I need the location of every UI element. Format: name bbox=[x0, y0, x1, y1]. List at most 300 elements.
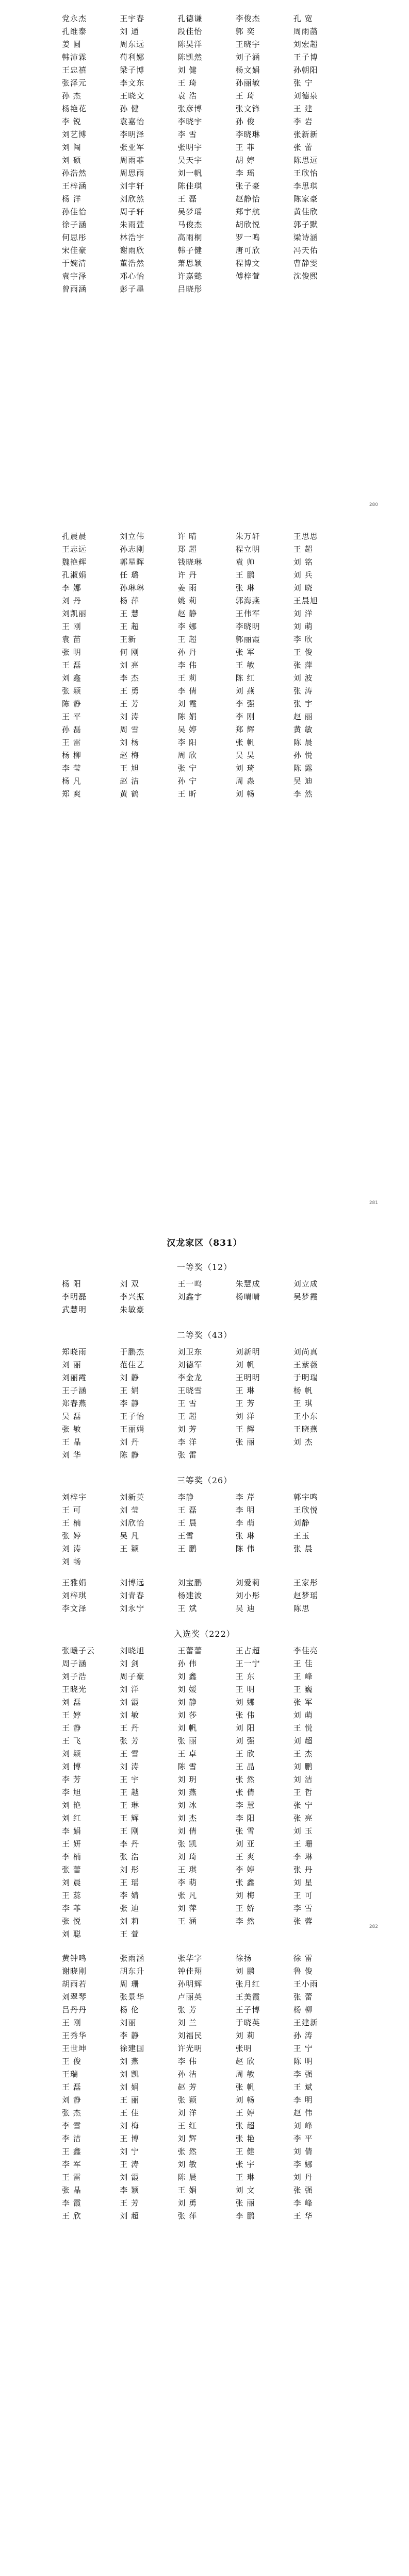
name-entry: 张华字 bbox=[177, 1954, 203, 1963]
name-entry: 张 晨 bbox=[293, 1544, 313, 1553]
name-entry: 王家彤 bbox=[293, 1578, 318, 1587]
name-entry: 朱慧成 bbox=[235, 1279, 260, 1289]
name-entry: 刘 硕 bbox=[62, 156, 81, 165]
name-entry: 孙朝阳 bbox=[293, 65, 318, 75]
name-entry: 王 建 bbox=[293, 104, 313, 113]
name-entry: 赵 欣 bbox=[235, 2057, 255, 2066]
name-entry: 李俊杰 bbox=[235, 14, 260, 23]
name-entry: 张 丽 bbox=[235, 2198, 255, 2208]
name-entry: 周子涵 bbox=[62, 1659, 87, 1668]
name-entry: 张景华 bbox=[120, 1992, 145, 2002]
name-entry: 吴天宇 bbox=[177, 156, 203, 165]
name-entry: 于鹏杰 bbox=[120, 1347, 145, 1357]
name-entry: 李 岩 bbox=[293, 117, 313, 126]
name-entry: 王 丽 bbox=[120, 2095, 139, 2105]
name-entry: 王 雪 bbox=[120, 1749, 139, 1758]
name-entry: 郑 辉 bbox=[235, 725, 255, 734]
name-list bbox=[62, 530, 347, 801]
name-entry: 张 萍 bbox=[177, 2211, 198, 2221]
name-entry: 杨 凡 bbox=[62, 776, 81, 786]
name-entry: 王 健 bbox=[235, 2147, 255, 2156]
name-entry: 王 欣 bbox=[62, 2211, 81, 2221]
name-entry: 刘 辉 bbox=[177, 2134, 198, 2143]
name-entry: 刘 波 bbox=[293, 673, 313, 683]
name-entry: 王一鸣 bbox=[177, 1279, 203, 1289]
name-entry: 李佳亮 bbox=[293, 1646, 318, 1655]
name-entry: 王 芳 bbox=[120, 699, 139, 708]
name-entry: 王世坤 bbox=[62, 2044, 87, 2053]
name-entry: 王子博 bbox=[293, 53, 318, 62]
name-entry: 周雨菡 bbox=[293, 27, 318, 36]
name-entry: 徐建国 bbox=[120, 2044, 145, 2053]
name-entry: 陈 晨 bbox=[177, 2173, 198, 2182]
name-entry: 刘翠琴 bbox=[62, 1992, 87, 2002]
name-entry: 段佳怡 bbox=[177, 27, 203, 36]
name-entry: 王蕾蕾 bbox=[177, 1646, 203, 1655]
name-entry: 刘福民 bbox=[177, 2031, 203, 2040]
name-entry: 刘 鑫 bbox=[62, 673, 81, 683]
name-entry: 郑 超 bbox=[177, 545, 198, 554]
name-entry: 刘 芳 bbox=[177, 1425, 198, 1434]
name-entry: 张 伟 bbox=[235, 1710, 255, 1720]
name-entry: 王 磊 bbox=[62, 660, 81, 670]
name-entry: 王 晨 bbox=[177, 1518, 198, 1528]
name-entry: 刘欣怡 bbox=[120, 1518, 145, 1528]
name-entry: 袁嘉怡 bbox=[120, 117, 145, 126]
name-entry: 刘 媛 bbox=[177, 1685, 198, 1694]
name-entry: 刘宝鹏 bbox=[177, 1578, 203, 1587]
name-entry: 刘宏超 bbox=[293, 40, 318, 49]
name-entry: 程博文 bbox=[235, 259, 260, 268]
name-entry: 王 楠 bbox=[62, 1518, 81, 1528]
name-entry: 刘 星 bbox=[293, 1878, 313, 1887]
name-entry: 孔淑娟 bbox=[62, 570, 87, 580]
name-entry: 王晓宇 bbox=[235, 40, 260, 49]
name-entry: 胡 婷 bbox=[235, 156, 255, 165]
name-entry: 周 淼 bbox=[235, 776, 255, 786]
name-entry: 刘 红 bbox=[62, 1814, 81, 1823]
name-entry: 林浩宇 bbox=[120, 233, 145, 242]
name-entry: 刘 双 bbox=[120, 1279, 139, 1289]
name-entry: 张 琳 bbox=[235, 1531, 255, 1540]
name-entry: 徐 雷 bbox=[293, 1954, 313, 1963]
name-entry: 刘 燕 bbox=[177, 1788, 198, 1797]
name-entry: 杨艳花 bbox=[62, 104, 87, 113]
name-entry: 袁 浩 bbox=[177, 91, 198, 100]
name-entry: 刘爱莉 bbox=[235, 1578, 260, 1587]
name-entry: 王 博 bbox=[120, 2134, 139, 2143]
name-entry: 张明宇 bbox=[177, 143, 203, 152]
name-entry: 王 超 bbox=[177, 635, 198, 644]
name-entry: 李 明 bbox=[235, 1505, 255, 1515]
name-entry: 许 丹 bbox=[177, 570, 198, 580]
name-entry: 张 婷 bbox=[62, 1531, 81, 1540]
name-entry: 梁子博 bbox=[120, 65, 145, 75]
name-entry: 王 越 bbox=[120, 1788, 139, 1797]
name-entry: 周 雪 bbox=[120, 725, 139, 734]
name-entry: 李 雪 bbox=[177, 130, 198, 139]
name-entry: 王 莉 bbox=[177, 673, 198, 683]
name-entry: 刘 洋 bbox=[177, 2108, 198, 2117]
name-entry: 王 巍 bbox=[293, 1685, 313, 1694]
name-entry: 李文东 bbox=[120, 78, 145, 88]
name-entry: 刘 剑 bbox=[120, 1659, 139, 1668]
name-entry: 王 宇 bbox=[120, 1775, 139, 1784]
name-entry: 王 旭 bbox=[120, 764, 139, 773]
name-entry: 武慧明 bbox=[62, 1305, 87, 1314]
name-entry: 刘 洁 bbox=[293, 1775, 313, 1784]
name-entry: 王 瑶 bbox=[120, 1878, 139, 1887]
name-entry: 刘 铭 bbox=[293, 557, 313, 567]
name-entry: 张 萍 bbox=[293, 660, 313, 670]
name-entry: 谢雨欣 bbox=[120, 246, 145, 255]
name-entry: 王 超 bbox=[120, 622, 139, 631]
name-entry: 李晓宇 bbox=[177, 117, 203, 126]
name-entry: 王占超 bbox=[235, 1646, 260, 1655]
name-entry: 李 雪 bbox=[62, 2121, 81, 2130]
name-entry: 刘 强 bbox=[235, 1736, 255, 1745]
name-entry: 张 然 bbox=[235, 1775, 255, 1784]
name-entry: 刘 洋 bbox=[120, 1685, 139, 1694]
name-entry: 沈俊熙 bbox=[293, 272, 318, 281]
name-entry: 王秀华 bbox=[62, 2031, 87, 2040]
name-entry: 王晓燕 bbox=[293, 1425, 318, 1434]
name-entry: 钱晓琳 bbox=[177, 557, 203, 567]
name-entry: 李 欣 bbox=[293, 635, 313, 644]
name-entry: 刘 亮 bbox=[120, 660, 139, 670]
name-entry: 李 军 bbox=[62, 2160, 81, 2169]
name-entry: 李 强 bbox=[235, 699, 255, 708]
name-entry: 刘 敏 bbox=[120, 1710, 139, 1720]
name-entry: 李 萌 bbox=[177, 1878, 198, 1887]
name-entry: 刘 莎 bbox=[177, 1710, 198, 1720]
name-entry: 刘 杰 bbox=[293, 1437, 313, 1447]
document-page-4 bbox=[0, 1940, 409, 2576]
name-entry: 王 菲 bbox=[235, 143, 255, 152]
name-entry: 李 然 bbox=[235, 1917, 255, 1926]
name-entry: 李 伟 bbox=[177, 2057, 198, 2066]
name-entry: 王子涵 bbox=[62, 1386, 87, 1395]
name-entry: 王 俊 bbox=[62, 2057, 81, 2066]
name-entry: 赵静怡 bbox=[235, 194, 260, 204]
award-group-names bbox=[62, 1491, 347, 1568]
name-entry: 许光明 bbox=[177, 2044, 203, 2053]
name-entry: 高雨桐 bbox=[177, 233, 203, 242]
name-entry: 周 敏 bbox=[235, 2070, 255, 2079]
name-entry: 张 浩 bbox=[120, 1852, 139, 1861]
name-entry: 刘 兰 bbox=[177, 2018, 198, 2027]
name-entry: 刘青春 bbox=[120, 1591, 145, 1600]
name-entry: 刘 聪 bbox=[62, 1929, 81, 1939]
name-entry: 李 芹 bbox=[235, 1493, 255, 1502]
name-entry: 许 晴 bbox=[177, 532, 198, 541]
name-entry: 李 霞 bbox=[62, 2198, 81, 2208]
name-entry: 张 鑫 bbox=[235, 1878, 255, 1887]
name-entry: 周子轩 bbox=[120, 207, 145, 216]
name-entry: 张 凡 bbox=[177, 1891, 198, 1900]
name-entry: 刘 莹 bbox=[120, 1505, 139, 1515]
name-entry: 刘立伟 bbox=[120, 532, 145, 541]
name-entry: 张 雷 bbox=[177, 1450, 198, 1460]
name-entry: 王 俊 bbox=[293, 648, 313, 657]
name-entry: 周子豪 bbox=[120, 1672, 145, 1681]
name-entry: 王思思 bbox=[293, 532, 318, 541]
name-entry: 孙 磊 bbox=[62, 725, 81, 734]
name-entry: 李文泽 bbox=[62, 1604, 87, 1613]
name-entry: 刘晓旭 bbox=[120, 1646, 145, 1655]
name-entry: 周 欣 bbox=[177, 751, 198, 760]
name-entry: 刘德泉 bbox=[293, 91, 318, 100]
name-entry: 郑 爽 bbox=[62, 789, 81, 799]
name-entry: 李 阳 bbox=[177, 738, 198, 747]
name-entry: 王 东 bbox=[235, 1672, 255, 1681]
award-group-names bbox=[62, 1577, 347, 1615]
name-entry: 王 平 bbox=[62, 712, 81, 721]
page-number: 281 bbox=[369, 1200, 378, 1206]
name-entry: 郭宇鸣 bbox=[293, 1493, 318, 1502]
name-entry: 王 芳 bbox=[120, 2198, 139, 2208]
name-entry: 李 明 bbox=[293, 2095, 313, 2105]
name-entry: 吴梦瑶 bbox=[177, 207, 203, 216]
name-entry: 李 强 bbox=[293, 2070, 313, 2079]
name-entry: 王 涛 bbox=[120, 2160, 139, 2169]
name-entry: 王 可 bbox=[62, 1505, 81, 1515]
name-entry: 荀利娜 bbox=[120, 53, 145, 62]
name-entry: 王雪 bbox=[177, 1531, 194, 1540]
name-entry: 刘 梅 bbox=[120, 2121, 139, 2130]
name-entry: 刘 莉 bbox=[235, 2031, 255, 2040]
award-group-names bbox=[62, 1645, 347, 1941]
name-entry: 王 慧 bbox=[120, 609, 139, 618]
name-entry: 胡欣悦 bbox=[235, 220, 260, 229]
name-entry: 王 雷 bbox=[62, 2173, 81, 2182]
name-entry: 李 旭 bbox=[62, 1788, 81, 1797]
name-entry: 王 超 bbox=[293, 545, 313, 554]
name-entry: 刘 杰 bbox=[177, 1814, 198, 1823]
name-entry: 王明明 bbox=[235, 1373, 260, 1382]
name-entry: 王欣悦 bbox=[293, 1505, 318, 1515]
name-entry: 宋佳豪 bbox=[62, 246, 87, 255]
name-entry: 郭丽霞 bbox=[235, 635, 260, 644]
name-entry: 王 卓 bbox=[177, 1749, 198, 1758]
name-entry: 刘 丹 bbox=[120, 1437, 139, 1447]
name-entry: 王晨旭 bbox=[293, 596, 318, 605]
name-entry: 刘 艳 bbox=[62, 1801, 81, 1810]
award-group-title: 三等奖（26） bbox=[176, 1476, 233, 1485]
name-entry: 刘 霞 bbox=[120, 1698, 139, 1707]
name-entry: 张泽元 bbox=[62, 78, 87, 88]
name-entry: 刘 晨 bbox=[62, 1878, 81, 1887]
name-entry: 朱敏豪 bbox=[120, 1305, 145, 1314]
name-entry: 张 蕾 bbox=[293, 143, 313, 152]
award-group-title: 入选奖（222） bbox=[174, 1629, 235, 1639]
name-entry: 鲁 俊 bbox=[293, 1967, 313, 1976]
name-entry: 刘小彤 bbox=[235, 1591, 260, 1600]
name-entry: 李 楠 bbox=[62, 1852, 81, 1861]
name-entry: 刘 倩 bbox=[177, 1826, 198, 1836]
name-entry: 王 晶 bbox=[235, 1762, 255, 1771]
name-entry: 王 晶 bbox=[62, 1437, 81, 1447]
name-entry: 刘丽 bbox=[120, 2018, 137, 2027]
name-entry: 刘 博 bbox=[62, 1762, 81, 1771]
name-entry: 杨晴晴 bbox=[235, 1292, 260, 1301]
name-entry: 刘 娜 bbox=[235, 1698, 255, 1707]
name-entry: 孙 丹 bbox=[177, 648, 198, 657]
name-entry: 王晓光 bbox=[62, 1685, 87, 1694]
name-entry: 李晓明 bbox=[235, 622, 260, 631]
name-entry: 张 宇 bbox=[235, 2160, 255, 2169]
name-entry: 刘子涵 bbox=[235, 53, 260, 62]
name-entry: 李 雪 bbox=[293, 1904, 313, 1913]
name-entry: 刘静 bbox=[293, 1518, 310, 1528]
name-entry: 张 敏 bbox=[62, 1425, 81, 1434]
name-entry: 曹静雯 bbox=[293, 259, 318, 268]
name-entry: 李 倩 bbox=[177, 686, 198, 696]
name-entry: 王雅娟 bbox=[62, 1578, 87, 1587]
name-entry: 徐扬 bbox=[235, 1954, 252, 1963]
name-entry: 刘 宁 bbox=[120, 2147, 139, 2156]
name-entry: 王 欣 bbox=[235, 1749, 255, 1758]
name-entry: 张 雪 bbox=[235, 1826, 255, 1836]
name-entry: 王 刚 bbox=[62, 622, 81, 631]
name-entry: 刘 霞 bbox=[120, 2173, 139, 2182]
name-entry: 张 超 bbox=[235, 2121, 255, 2130]
name-entry: 王 鹏 bbox=[177, 1544, 198, 1553]
name-entry: 程立明 bbox=[235, 545, 260, 554]
name-entry: 王 峰 bbox=[293, 1672, 313, 1681]
name-entry: 杨 伦 bbox=[120, 2005, 139, 2014]
name-entry: 李 娜 bbox=[62, 583, 81, 592]
name-entry: 刘 峰 bbox=[293, 2121, 313, 2130]
name-entry: 王紫薇 bbox=[293, 1360, 318, 1369]
name-entry: 吴 迪 bbox=[235, 1604, 255, 1613]
name-entry: 王 佳 bbox=[120, 2108, 139, 2117]
name-entry: 于明瑞 bbox=[293, 1373, 318, 1382]
name-entry: 孙佳怡 bbox=[62, 207, 87, 216]
name-entry: 王 红 bbox=[177, 2121, 198, 2130]
name-entry: 孙 俊 bbox=[235, 117, 255, 126]
name-entry: 李金龙 bbox=[177, 1373, 203, 1382]
name-entry: 王 超 bbox=[177, 1412, 198, 1421]
name-entry: 任 璐 bbox=[120, 570, 139, 580]
name-entry: 孙 悦 bbox=[293, 751, 313, 760]
name-entry: 李 婷 bbox=[235, 1865, 255, 1874]
name-entry: 王 杰 bbox=[293, 1749, 313, 1758]
name-entry: 张 杰 bbox=[62, 2108, 81, 2117]
name-entry: 孔维泰 bbox=[62, 27, 87, 36]
name-entry: 王 哲 bbox=[293, 1788, 313, 1797]
award-group-title: 一等奖（12） bbox=[176, 1262, 233, 1272]
name-entry: 王子博 bbox=[235, 2005, 260, 2014]
name-entry: 郑春燕 bbox=[62, 1399, 87, 1408]
name-entry: 王 佳 bbox=[293, 1659, 313, 1668]
name-entry: 刘 丹 bbox=[62, 596, 81, 605]
name-entry: 曾雨涵 bbox=[62, 284, 87, 294]
name-entry: 张 军 bbox=[293, 1698, 313, 1707]
name-entry: 朱万轩 bbox=[235, 532, 260, 541]
name-entry: 刘 敏 bbox=[177, 2160, 198, 2169]
name-entry: 李 琳 bbox=[293, 1852, 313, 1861]
name-entry: 陈佳琪 bbox=[177, 181, 203, 191]
name-entry: 李 峰 bbox=[293, 2198, 313, 2208]
name-entry: 刘 杨 bbox=[120, 738, 139, 747]
name-entry: 王 悦 bbox=[293, 1723, 313, 1733]
name-entry: 李 娜 bbox=[293, 2160, 313, 2169]
name-entry: 刘 梅 bbox=[235, 1891, 255, 1900]
name-entry: 郭星晖 bbox=[120, 557, 145, 567]
name-entry: 孔 宽 bbox=[293, 14, 313, 23]
name-entry: 张文锋 bbox=[235, 104, 260, 113]
name-entry: 郭子默 bbox=[293, 220, 318, 229]
name-entry: 刘 洋 bbox=[293, 609, 313, 618]
name-entry: 韩子健 bbox=[177, 246, 203, 255]
name-entry: 刘 通 bbox=[120, 27, 139, 36]
name-entry: 王 鹏 bbox=[235, 570, 255, 580]
name-entry: 刘 静 bbox=[62, 2095, 81, 2105]
name-entry: 陈凯然 bbox=[177, 53, 203, 62]
name-entry: 张 然 bbox=[177, 2147, 198, 2156]
name-entry: 杨 帆 bbox=[293, 1386, 313, 1395]
name-entry: 于婉清 bbox=[62, 259, 87, 268]
name-entry: 张雨涵 bbox=[120, 1954, 145, 1963]
name-entry: 张 强 bbox=[293, 2185, 313, 2195]
name-entry: 赵 洁 bbox=[120, 776, 139, 786]
document-page-3 bbox=[0, 1216, 409, 1940]
name-entry: 陈 晨 bbox=[293, 738, 313, 747]
name-entry: 王 婷 bbox=[235, 2108, 255, 2117]
name-entry: 杨建波 bbox=[177, 1591, 203, 1600]
name-entry: 王 斌 bbox=[177, 1604, 198, 1613]
award-group-title: 二等奖（43） bbox=[176, 1330, 233, 1340]
name-entry: 孙 涛 bbox=[293, 2031, 313, 2040]
name-entry: 刘一帆 bbox=[177, 168, 203, 178]
name-entry: 钟佳翔 bbox=[177, 1967, 203, 1976]
name-entry: 刘宇轩 bbox=[120, 181, 145, 191]
section-title: 汉龙家区（831） bbox=[167, 1238, 242, 1248]
name-entry: 刘 超 bbox=[293, 1736, 313, 1745]
name-entry: 郑宇航 bbox=[235, 207, 260, 216]
name-entry: 刘 超 bbox=[120, 2211, 139, 2221]
name-entry: 李 然 bbox=[293, 789, 313, 799]
name-entry: 刘 燕 bbox=[120, 2057, 139, 2066]
name-entry: 王 刚 bbox=[120, 1826, 139, 1836]
name-entry: 袁 帅 bbox=[235, 557, 255, 567]
name-entry: 张 丽 bbox=[235, 1437, 255, 1447]
name-entry: 张 军 bbox=[235, 648, 255, 657]
name-entry: 王 琳 bbox=[235, 1386, 255, 1395]
name-entry: 张 帆 bbox=[235, 2082, 255, 2092]
name-entry: 王 辉 bbox=[235, 1425, 255, 1434]
name-entry: 张 芳 bbox=[177, 2005, 198, 2014]
name-entry: 李 莹 bbox=[62, 764, 81, 773]
name-entry: 王 磊 bbox=[177, 1505, 198, 1515]
name-entry: 赵 静 bbox=[177, 609, 198, 618]
name-entry: 王志远 bbox=[62, 545, 87, 554]
name-entry: 李 洁 bbox=[62, 2134, 81, 2143]
name-entry: 罗一鸣 bbox=[235, 233, 260, 242]
name-entry: 刘 健 bbox=[177, 65, 198, 75]
name-entry: 周 珊 bbox=[120, 1979, 139, 1989]
name-entry: 王丽娟 bbox=[120, 1425, 145, 1434]
name-entry: 刘鑫宇 bbox=[177, 1292, 203, 1301]
name-entry: 张 艳 bbox=[235, 2134, 255, 2143]
name-entry: 刘新英 bbox=[120, 1493, 145, 1502]
name-entry: 张 涛 bbox=[293, 686, 313, 696]
name-entry: 王 静 bbox=[62, 1723, 81, 1733]
name-entry: 王 敏 bbox=[235, 660, 255, 670]
name-entry: 王 蕊 bbox=[62, 1891, 81, 1900]
name-entry: 赵 丽 bbox=[293, 712, 313, 721]
